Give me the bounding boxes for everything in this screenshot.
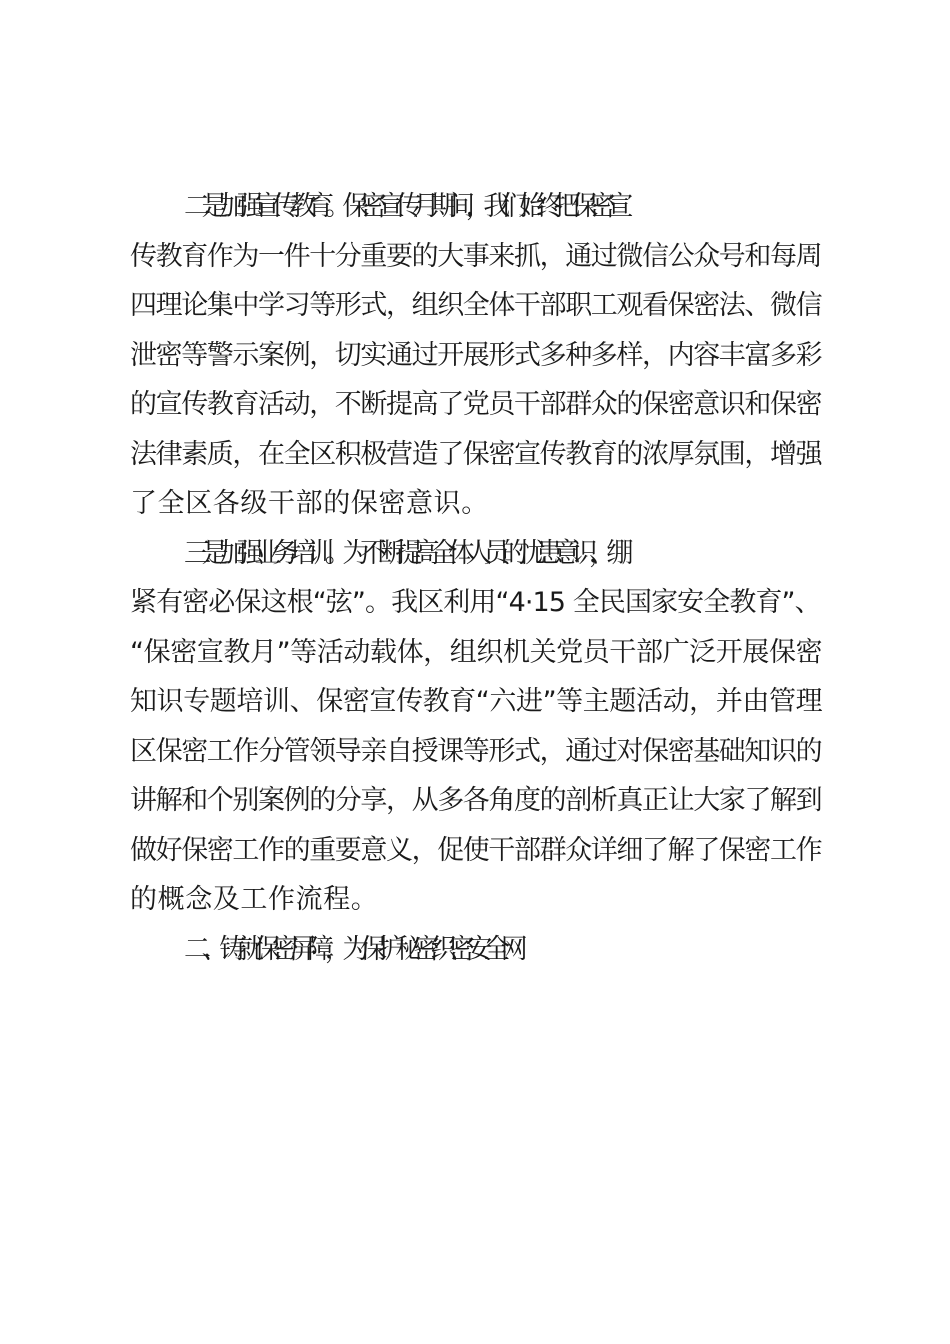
text-line: 做好保密工作的重要意义，促使干部群众详细了解了保密工作 <box>130 834 822 866</box>
paragraph-publicity-education <box>130 182 825 529</box>
text-line: 讲解和个别案例的分享，从多各角度的剖析真正让大家了解到 <box>130 785 822 816</box>
text-line: 二是加强宣传教育。保密宣传月期间，我们始终把保密宣 <box>184 191 624 222</box>
section-heading <box>130 925 825 975</box>
text-line: 四理论集中学习等形式，组织全体干部职工观看保密法、微信 <box>130 290 822 321</box>
text-line: 泄密等警示案例，切实通过开展形式多种多样，内容丰富多彩 <box>130 339 822 371</box>
text-line: 二、铸就保密屏障，为保护秘密织密安全网 <box>184 933 519 965</box>
text-line: 知识专题培训、保密宣传教育“六进”等主题活动，并由管理 <box>130 686 823 717</box>
text-line: 的概念及工作流程。 <box>130 884 379 915</box>
text-line: 了全区各级干部的保密意识。 <box>130 488 489 519</box>
document-body <box>130 182 825 974</box>
paragraph-business-training <box>130 529 825 925</box>
text-line: 法律素质，在全区积极营造了保密宣传教育的浓厚氛围，增强 <box>130 438 822 470</box>
text-line: 区保密工作分管领导亲自授课等形式，通过对保密基础知识的 <box>130 735 822 767</box>
text-line: 的宣传教育活动，不断提高了党员干部群众的保密意识和保密 <box>130 389 822 420</box>
text-line: 传教育作为一件十分重要的大事来抓，通过微信公众号和每周 <box>130 240 822 272</box>
text-line: “保密宣教月”等活动载体，组织机关党员干部广泛开展保密 <box>130 636 823 668</box>
text-line: 紧有密必保这根“弦”。我区利用“4·15 全民国家安全教育”、 <box>130 587 821 618</box>
text-line: 三是加强业务培训。为不断提高全体人员的忧患意识，绷 <box>184 537 624 569</box>
